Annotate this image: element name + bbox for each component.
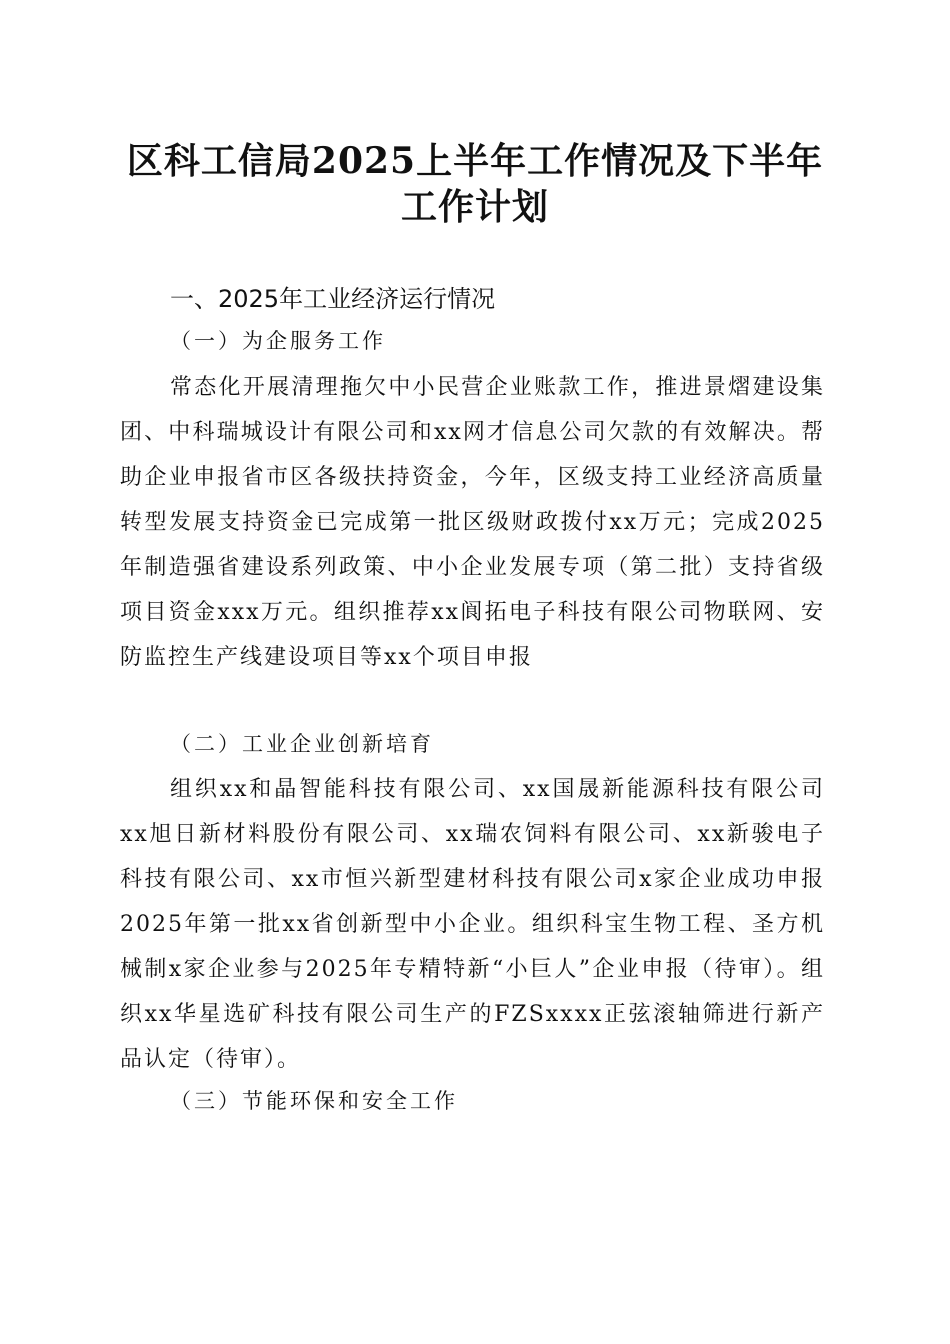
subsection-heading-2: （二）工业企业创新培育 — [170, 732, 434, 756]
subsection-heading-1: （一）为企服务工作 — [170, 329, 386, 353]
section-heading-1: 一、2025年工业经济运行情况 — [170, 285, 496, 313]
paragraph-enterprise-service: 常态化开展清理拖欠中小民营企业账款工作，推进景熠建设集团、中科瑞城设计有限公司和xx网才信息公司欠款的有效解决。帮助企业申报省市区各级扶持资金，今年，区级支持工业经济高质量转型发展支持资金已完成第一批区级财政拨付xx万元；完成2025年制造强省建设系列政策、中小企业发展专项（第二批）支持省级项目资金xxx万元。组织推荐xx阆拓电子科技有限公司物联网、安防监控生产线建设项目等xx个项目申报 — [120, 375, 825, 670]
paragraph-innovation: 组织xx和晶智能科技有限公司、xx国晟新能源科技有限公司xx旭日新材料股份有限公司、xx瑞农饲料有限公司、xx新骏电子科技有限公司、xx市恒兴新型建材科技有限公司x家企业成功申报2025年第一批xx省创新型中小企业。组织科宝生物工程、圣方机械制x家企业参与2025年专精特新“小巨人”企业申报（待审）。组织xx华星选矿科技有限公司生产的FZSxxxx正弦滚轴筛进行新产品认定（待审）。 — [120, 777, 825, 1072]
subsection-heading-3: （三）节能环保和安全工作 — [170, 1089, 458, 1113]
document-title: 区科工信局2025上半年工作情况及下半年工作计划 — [126, 140, 824, 228]
